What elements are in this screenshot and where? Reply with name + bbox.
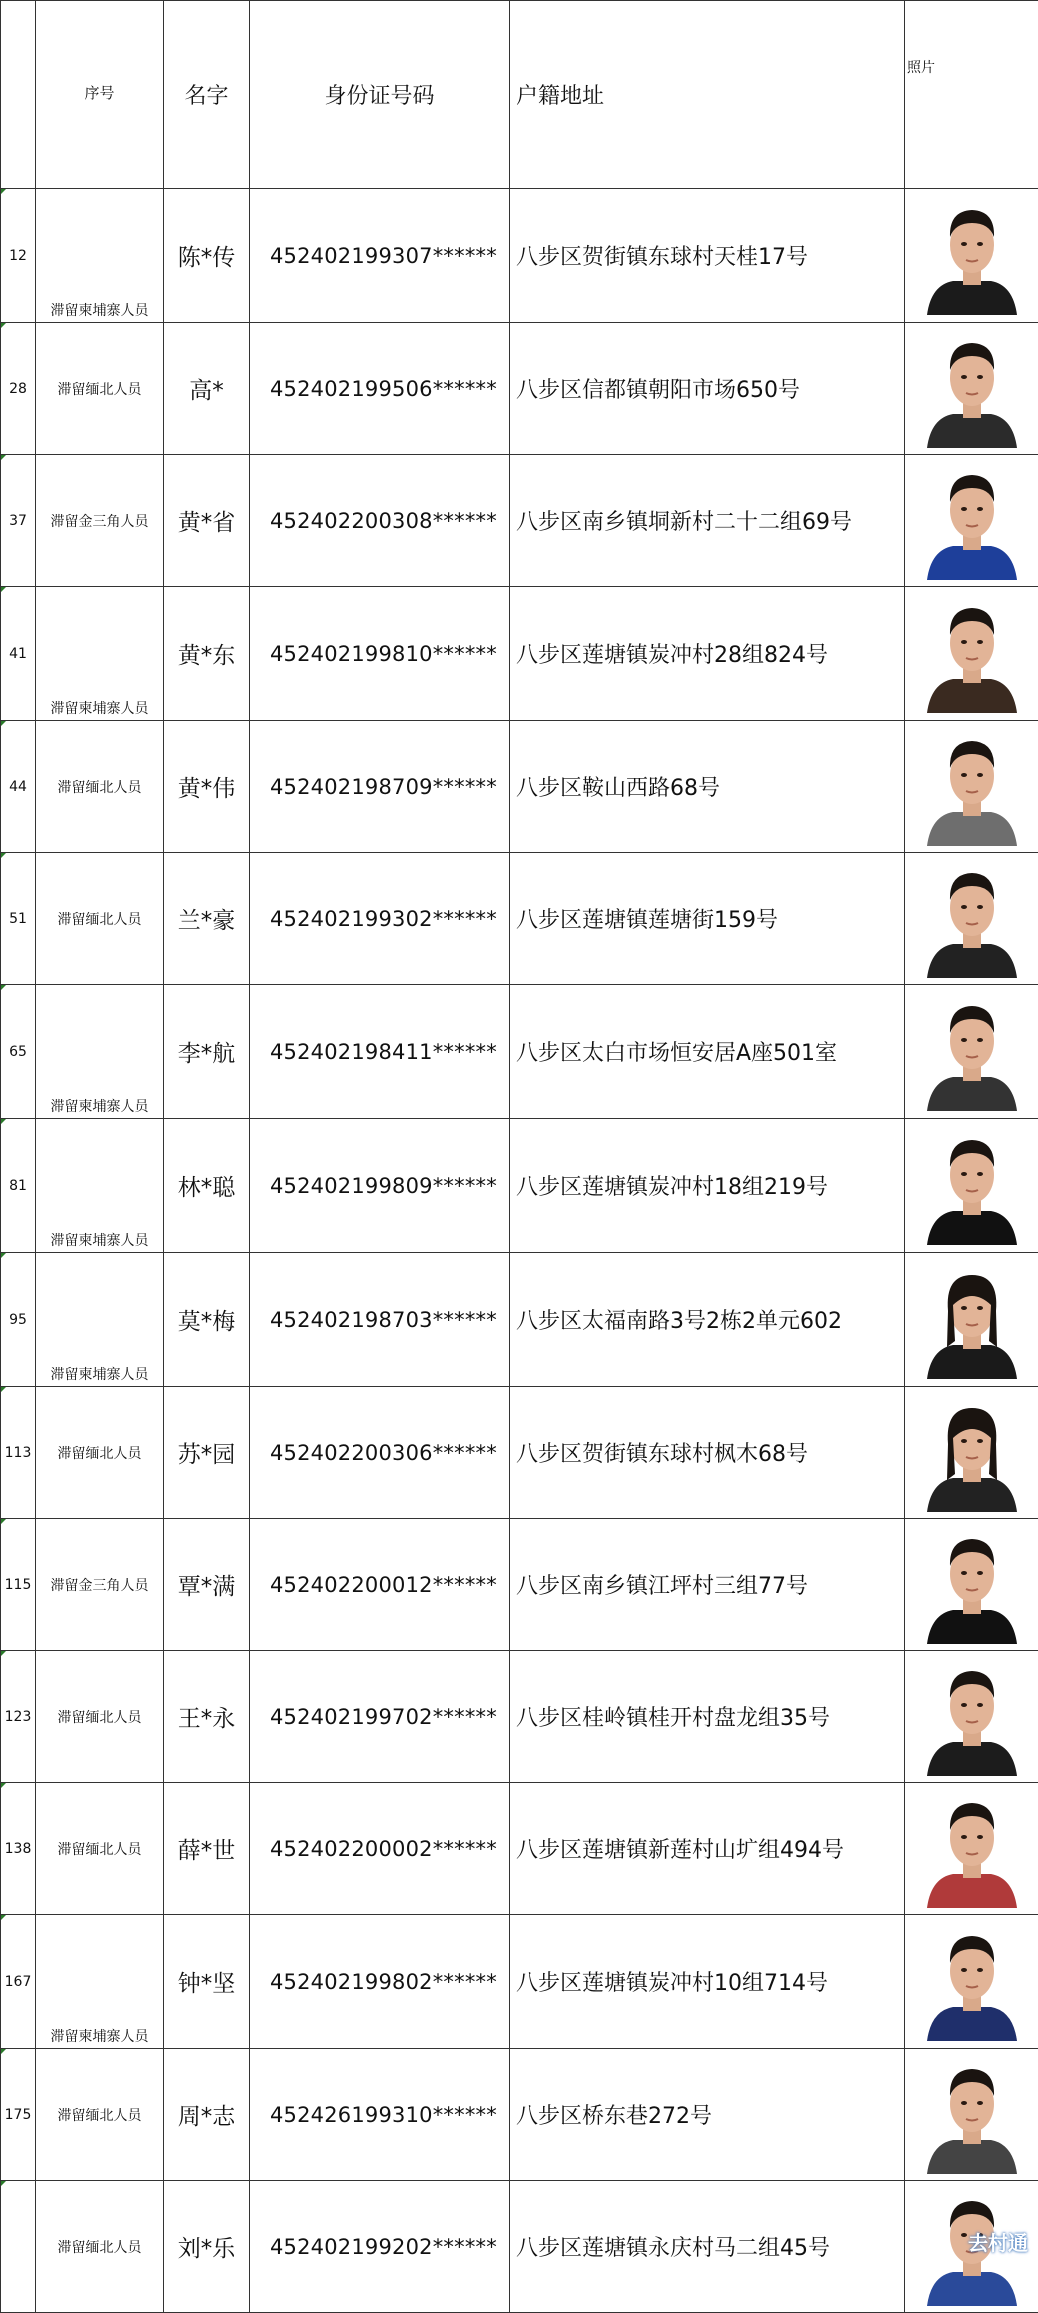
table-row: [1, 1915, 1038, 2049]
row-name: 周*志: [164, 2049, 250, 2181]
portrait-photo-icon: [923, 330, 1021, 448]
header-photo: 照片: [905, 1, 1038, 189]
table-row: [1, 2049, 1038, 2181]
row-number-text: 95: [9, 1312, 27, 1328]
header-id: 身份证号码: [250, 1, 510, 189]
cell-corner-marker: [1, 189, 6, 194]
row-address: 八步区南乡镇垌新村二十二组69号: [510, 455, 905, 587]
table-row: [1, 1253, 1038, 1387]
header-row: [1, 1, 1038, 189]
row-category: 滞留柬埔寨人员: [36, 1915, 164, 2049]
row-id-number: 452402200012******: [250, 1519, 510, 1651]
row-category: 滞留缅北人员: [36, 2181, 164, 2313]
row-photo: [905, 721, 1038, 853]
cell-corner-marker: [1, 1783, 6, 1788]
row-number: [1, 587, 36, 721]
row-number: [1, 455, 36, 587]
row-category: 滞留缅北人员: [36, 721, 164, 853]
row-address: 八步区贺街镇东球村枫木68号: [510, 1387, 905, 1519]
table-row: [1, 1119, 1038, 1253]
portrait-photo-icon: [923, 462, 1021, 580]
row-number: [1, 1519, 36, 1651]
row-number-text: 113: [5, 1445, 32, 1461]
row-id-number: 452402200306******: [250, 1387, 510, 1519]
header-blank-cell: [1, 1, 36, 189]
row-number-text: 81: [9, 1178, 27, 1194]
row-id-number: 452402198709******: [250, 721, 510, 853]
table-row: [1, 1519, 1038, 1651]
row-photo: [905, 587, 1038, 721]
table-row: [1, 189, 1038, 323]
row-id-number: 452402198411******: [250, 985, 510, 1119]
cell-corner-marker: [1, 455, 6, 460]
row-category: 滞留缅北人员: [36, 853, 164, 985]
row-number: [1, 2181, 36, 2313]
row-number: [1, 1253, 36, 1387]
row-photo: [905, 853, 1038, 985]
row-category: 滞留金三角人员: [36, 1519, 164, 1651]
table-row: [1, 721, 1038, 853]
row-address: 八步区太白市场恒安居A座501室: [510, 985, 905, 1119]
portrait-photo-icon: [923, 1923, 1021, 2041]
row-number-text: 44: [9, 779, 27, 795]
row-number: [1, 189, 36, 323]
row-name: 兰*豪: [164, 853, 250, 985]
portrait-photo-icon: [923, 1127, 1021, 1245]
row-name: 陈*传: [164, 189, 250, 323]
portrait-photo-icon: [923, 1526, 1021, 1644]
row-number-text: 123: [5, 1709, 32, 1725]
row-id-number: 452402199307******: [250, 189, 510, 323]
row-name: 林*聪: [164, 1119, 250, 1253]
table-row: [1, 1387, 1038, 1519]
row-category: 滞留缅北人员: [36, 323, 164, 455]
row-number: [1, 1783, 36, 1915]
row-category: 滞留柬埔寨人员: [36, 1119, 164, 1253]
header-seq: 序号: [36, 1, 164, 189]
row-name: 刘*乐: [164, 2181, 250, 2313]
cell-corner-marker: [1, 2049, 6, 2054]
row-address: 八步区鞍山西路68号: [510, 721, 905, 853]
row-photo: [905, 1783, 1038, 1915]
row-name: 苏*园: [164, 1387, 250, 1519]
row-address: 八步区莲塘镇炭冲村18组219号: [510, 1119, 905, 1253]
row-number-text: 167: [5, 1974, 32, 1990]
row-photo: [905, 1387, 1038, 1519]
header-address: 户籍地址: [510, 1, 905, 189]
row-id-number: 452402199302******: [250, 853, 510, 985]
row-name: 黄*伟: [164, 721, 250, 853]
row-id-number: 452402199810******: [250, 587, 510, 721]
row-address: 八步区贺街镇东球村天桂17号: [510, 189, 905, 323]
row-photo: [905, 985, 1038, 1119]
row-category: 滞留缅北人员: [36, 2049, 164, 2181]
row-name: 薛*世: [164, 1783, 250, 1915]
row-id-number: 452402199702******: [250, 1651, 510, 1783]
table-row: [1, 323, 1038, 455]
row-id-number: 452402200308******: [250, 455, 510, 587]
header-name: 名字: [164, 1, 250, 189]
portrait-photo-icon: [923, 1261, 1021, 1379]
cell-corner-marker: [1, 1253, 6, 1258]
row-id-number: 452402200002******: [250, 1783, 510, 1915]
row-name: 覃*满: [164, 1519, 250, 1651]
row-number-text: 115: [5, 1577, 32, 1593]
row-name: 王*永: [164, 1651, 250, 1783]
portrait-photo-icon: [923, 993, 1021, 1111]
row-number-text: 65: [9, 1044, 27, 1060]
row-address: 八步区桥东巷272号: [510, 2049, 905, 2181]
row-category: 滞留金三角人员: [36, 455, 164, 587]
row-number: [1, 2049, 36, 2181]
cell-corner-marker: [1, 2181, 6, 2186]
row-address: 八步区信都镇朝阳市场650号: [510, 323, 905, 455]
row-address: 八步区莲塘镇永庆村马二组45号: [510, 2181, 905, 2313]
cell-corner-marker: [1, 853, 6, 858]
row-id-number: 452402199809******: [250, 1119, 510, 1253]
row-number: [1, 1651, 36, 1783]
row-photo: [905, 1253, 1038, 1387]
table-row: [1, 455, 1038, 587]
row-address: 八步区太福南路3号2栋2单元602: [510, 1253, 905, 1387]
row-name: 李*航: [164, 985, 250, 1119]
row-id-number: 452402199506******: [250, 323, 510, 455]
row-number: [1, 1387, 36, 1519]
table-row: [1, 1651, 1038, 1783]
row-photo: [905, 2049, 1038, 2181]
row-number: [1, 323, 36, 455]
portrait-photo-icon: [923, 1658, 1021, 1776]
row-photo: [905, 189, 1038, 323]
row-category: 滞留柬埔寨人员: [36, 587, 164, 721]
row-address: 八步区桂岭镇桂开村盘龙组35号: [510, 1651, 905, 1783]
row-name: 高*: [164, 323, 250, 455]
row-number-text: 12: [9, 248, 27, 264]
row-id-number: 452426199310******: [250, 2049, 510, 2181]
row-photo: [905, 455, 1038, 587]
row-name: 莫*梅: [164, 1253, 250, 1387]
portrait-photo-icon: [923, 860, 1021, 978]
cell-corner-marker: [1, 721, 6, 726]
portrait-photo-icon: [923, 197, 1021, 315]
row-name: 黄*东: [164, 587, 250, 721]
row-category: 滞留缅北人员: [36, 1783, 164, 1915]
cell-corner-marker: [1, 587, 6, 592]
row-name: 黄*省: [164, 455, 250, 587]
row-photo: [905, 1119, 1038, 1253]
row-number: [1, 1119, 36, 1253]
row-category: 滞留柬埔寨人员: [36, 985, 164, 1119]
row-photo: [905, 1651, 1038, 1783]
row-id-number: 452402198703******: [250, 1253, 510, 1387]
cell-corner-marker: [1, 1387, 6, 1392]
row-category: 滞留柬埔寨人员: [36, 189, 164, 323]
row-number: [1, 985, 36, 1119]
row-category: 滞留缅北人员: [36, 1387, 164, 1519]
row-number-text: 37: [9, 513, 27, 529]
row-category: 滞留柬埔寨人员: [36, 1253, 164, 1387]
watermark-logo: 去村通: [968, 2227, 1028, 2256]
cell-corner-marker: [1, 1915, 6, 1920]
row-address: 八步区莲塘镇炭冲村28组824号: [510, 587, 905, 721]
row-address: 八步区南乡镇江坪村三组77号: [510, 1519, 905, 1651]
row-number-text: 138: [5, 1841, 32, 1857]
row-name: 钟*坚: [164, 1915, 250, 2049]
row-address: 八步区莲塘镇莲塘街159号: [510, 853, 905, 985]
row-number-text: 51: [9, 911, 27, 927]
row-category: 滞留缅北人员: [36, 1651, 164, 1783]
table-row: [1, 587, 1038, 721]
row-photo: [905, 1519, 1038, 1651]
cell-corner-marker: [1, 1119, 6, 1124]
table-row: [1, 985, 1038, 1119]
row-number: [1, 853, 36, 985]
row-number: [1, 721, 36, 853]
table-row: [1, 853, 1038, 985]
portrait-photo-icon: [923, 595, 1021, 713]
row-number: [1, 1915, 36, 2049]
row-address: 八步区莲塘镇炭冲村10组714号: [510, 1915, 905, 2049]
portrait-photo-icon: [923, 728, 1021, 846]
table-row: [1, 1783, 1038, 1915]
row-number-text: 28: [9, 381, 27, 397]
row-photo: [905, 323, 1038, 455]
table-row: [1, 2181, 1038, 2313]
row-number-text: 175: [5, 2107, 32, 2123]
cell-corner-marker: [1, 1519, 6, 1524]
row-photo: [905, 1915, 1038, 2049]
row-id-number: 452402199202******: [250, 2181, 510, 2313]
row-id-number: 452402199802******: [250, 1915, 510, 2049]
portrait-photo-icon: [923, 2056, 1021, 2174]
row-address: 八步区莲塘镇新莲村山圹组494号: [510, 1783, 905, 1915]
portrait-photo-icon: [923, 1394, 1021, 1512]
cell-corner-marker: [1, 323, 6, 328]
cell-corner-marker: [1, 985, 6, 990]
cell-corner-marker: [1, 1651, 6, 1656]
row-number-text: 41: [9, 646, 27, 662]
portrait-photo-icon: [923, 1790, 1021, 1908]
